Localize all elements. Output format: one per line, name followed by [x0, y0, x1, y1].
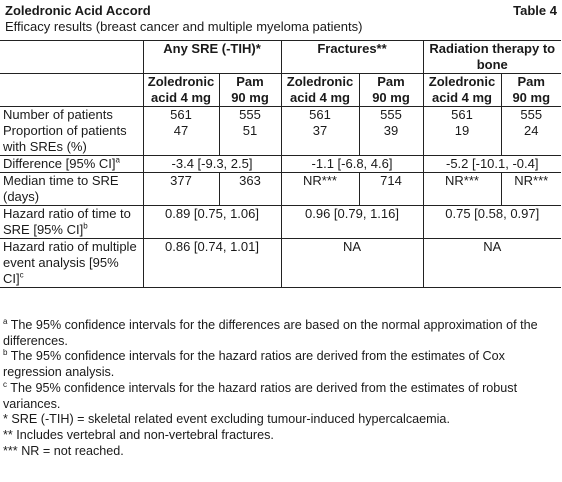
table-cell: NR***: [423, 173, 501, 206]
table-row: [0, 239, 561, 288]
table-cell: 555: [359, 107, 423, 124]
table-cell: 555: [501, 107, 561, 124]
col-pam-2: Pam 90 mg: [359, 74, 423, 107]
group-any-sre: Any SRE (-TIH)*: [143, 41, 281, 74]
table-cell: 47: [143, 123, 219, 156]
footnote-star1: * SRE (-TIH) = skeletal related event excluding tumour-induced hypercalcaemia.: [3, 412, 450, 427]
footnote-star2: ** Includes vertebral and non-vertebral fractures.: [3, 427, 274, 442]
table-cell: 19: [423, 123, 501, 156]
table-cell: 37: [281, 123, 359, 156]
table-cell: NR***: [501, 173, 561, 206]
row-label: Hazard ratio of time to SRE [95% CI]$^b$: [0, 206, 143, 239]
col-zoledronic-3: Zoledronic acid 4 mg: [423, 74, 501, 107]
table-cell: 0.75 [0.58, 0.97]: [423, 206, 561, 239]
row-label: Median time to SRE (days): [0, 173, 143, 206]
table-cell: -5.2 [-10.1, -0.4]: [423, 156, 561, 173]
group-fractures: Fractures**: [281, 41, 423, 74]
table-cell: 561: [281, 107, 359, 124]
efficacy-table: [0, 40, 561, 288]
footnotes: [3, 318, 559, 459]
row-label: Hazard ratio of multiple event analysis [95% CI]$^c$: [0, 239, 143, 288]
footnote-c: $^c$ The 95% confidence intervals for the hazard ratios are derived from the estimates of robust variances.: [3, 379, 518, 411]
table-cell: 0.96 [0.79, 1.16]: [281, 206, 423, 239]
group-radiation: Radiation therapy to bone: [423, 41, 561, 74]
table-cell: 377: [143, 173, 219, 206]
empty-corner-cell: [0, 74, 143, 107]
col-pam-3: Pam 90 mg: [501, 74, 561, 107]
table-cell: 714: [359, 173, 423, 206]
table-cell: NR***: [281, 173, 359, 206]
table-cell: 39: [359, 123, 423, 156]
document-title: Zoledronic Acid Accord: [5, 3, 151, 18]
footnote-a: $^a$ The 95% confidence intervals for the differences are based on the normal approximation of the differences.: [3, 316, 538, 348]
table-cell: 24: [501, 123, 561, 156]
table-row: [0, 173, 561, 206]
footnote-star3: *** NR = not reached.: [3, 443, 124, 458]
table-number: Table 4: [513, 3, 557, 18]
table-caption: Efficacy results (breast cancer and multiple myeloma patients): [5, 19, 363, 34]
row-label: Proportion of patients with SREs (%): [3, 123, 127, 154]
col-zoledronic-2: Zoledronic acid 4 mg: [281, 74, 359, 107]
col-pam-1: Pam 90 mg: [219, 74, 281, 107]
table-cell: 51: [219, 123, 281, 156]
table-cell: 0.86 [0.74, 1.01]: [143, 239, 281, 288]
group-header-row: [0, 41, 561, 74]
table-header: [5, 3, 557, 35]
table-cell: NA: [281, 239, 423, 288]
table-row: [0, 123, 561, 156]
table-cell: 561: [143, 107, 219, 124]
table-cell: 555: [219, 107, 281, 124]
table-row: [0, 156, 561, 173]
row-label: Number of patients: [3, 107, 113, 122]
sub-header-row: [0, 74, 561, 107]
table-cell: 561: [423, 107, 501, 124]
table-cell: -1.1 [-6.8, 4.6]: [281, 156, 423, 173]
table-cell: NA: [423, 239, 561, 288]
table-cell: 363: [219, 173, 281, 206]
row-label: Difference [95% CI]$^a$: [0, 156, 143, 173]
table-row: [0, 206, 561, 239]
empty-corner-cell: [0, 41, 143, 74]
footnote-b: $^b$ The 95% confidence intervals for the hazard ratios are derived from the estimates of Cox regression analysis.: [3, 348, 505, 380]
col-zoledronic-1: Zoledronic acid 4 mg: [143, 74, 219, 107]
table-cell: 0.89 [0.75, 1.06]: [143, 206, 281, 239]
table-cell: -3.4 [-9.3, 2.5]: [143, 156, 281, 173]
table-row: [0, 107, 561, 124]
